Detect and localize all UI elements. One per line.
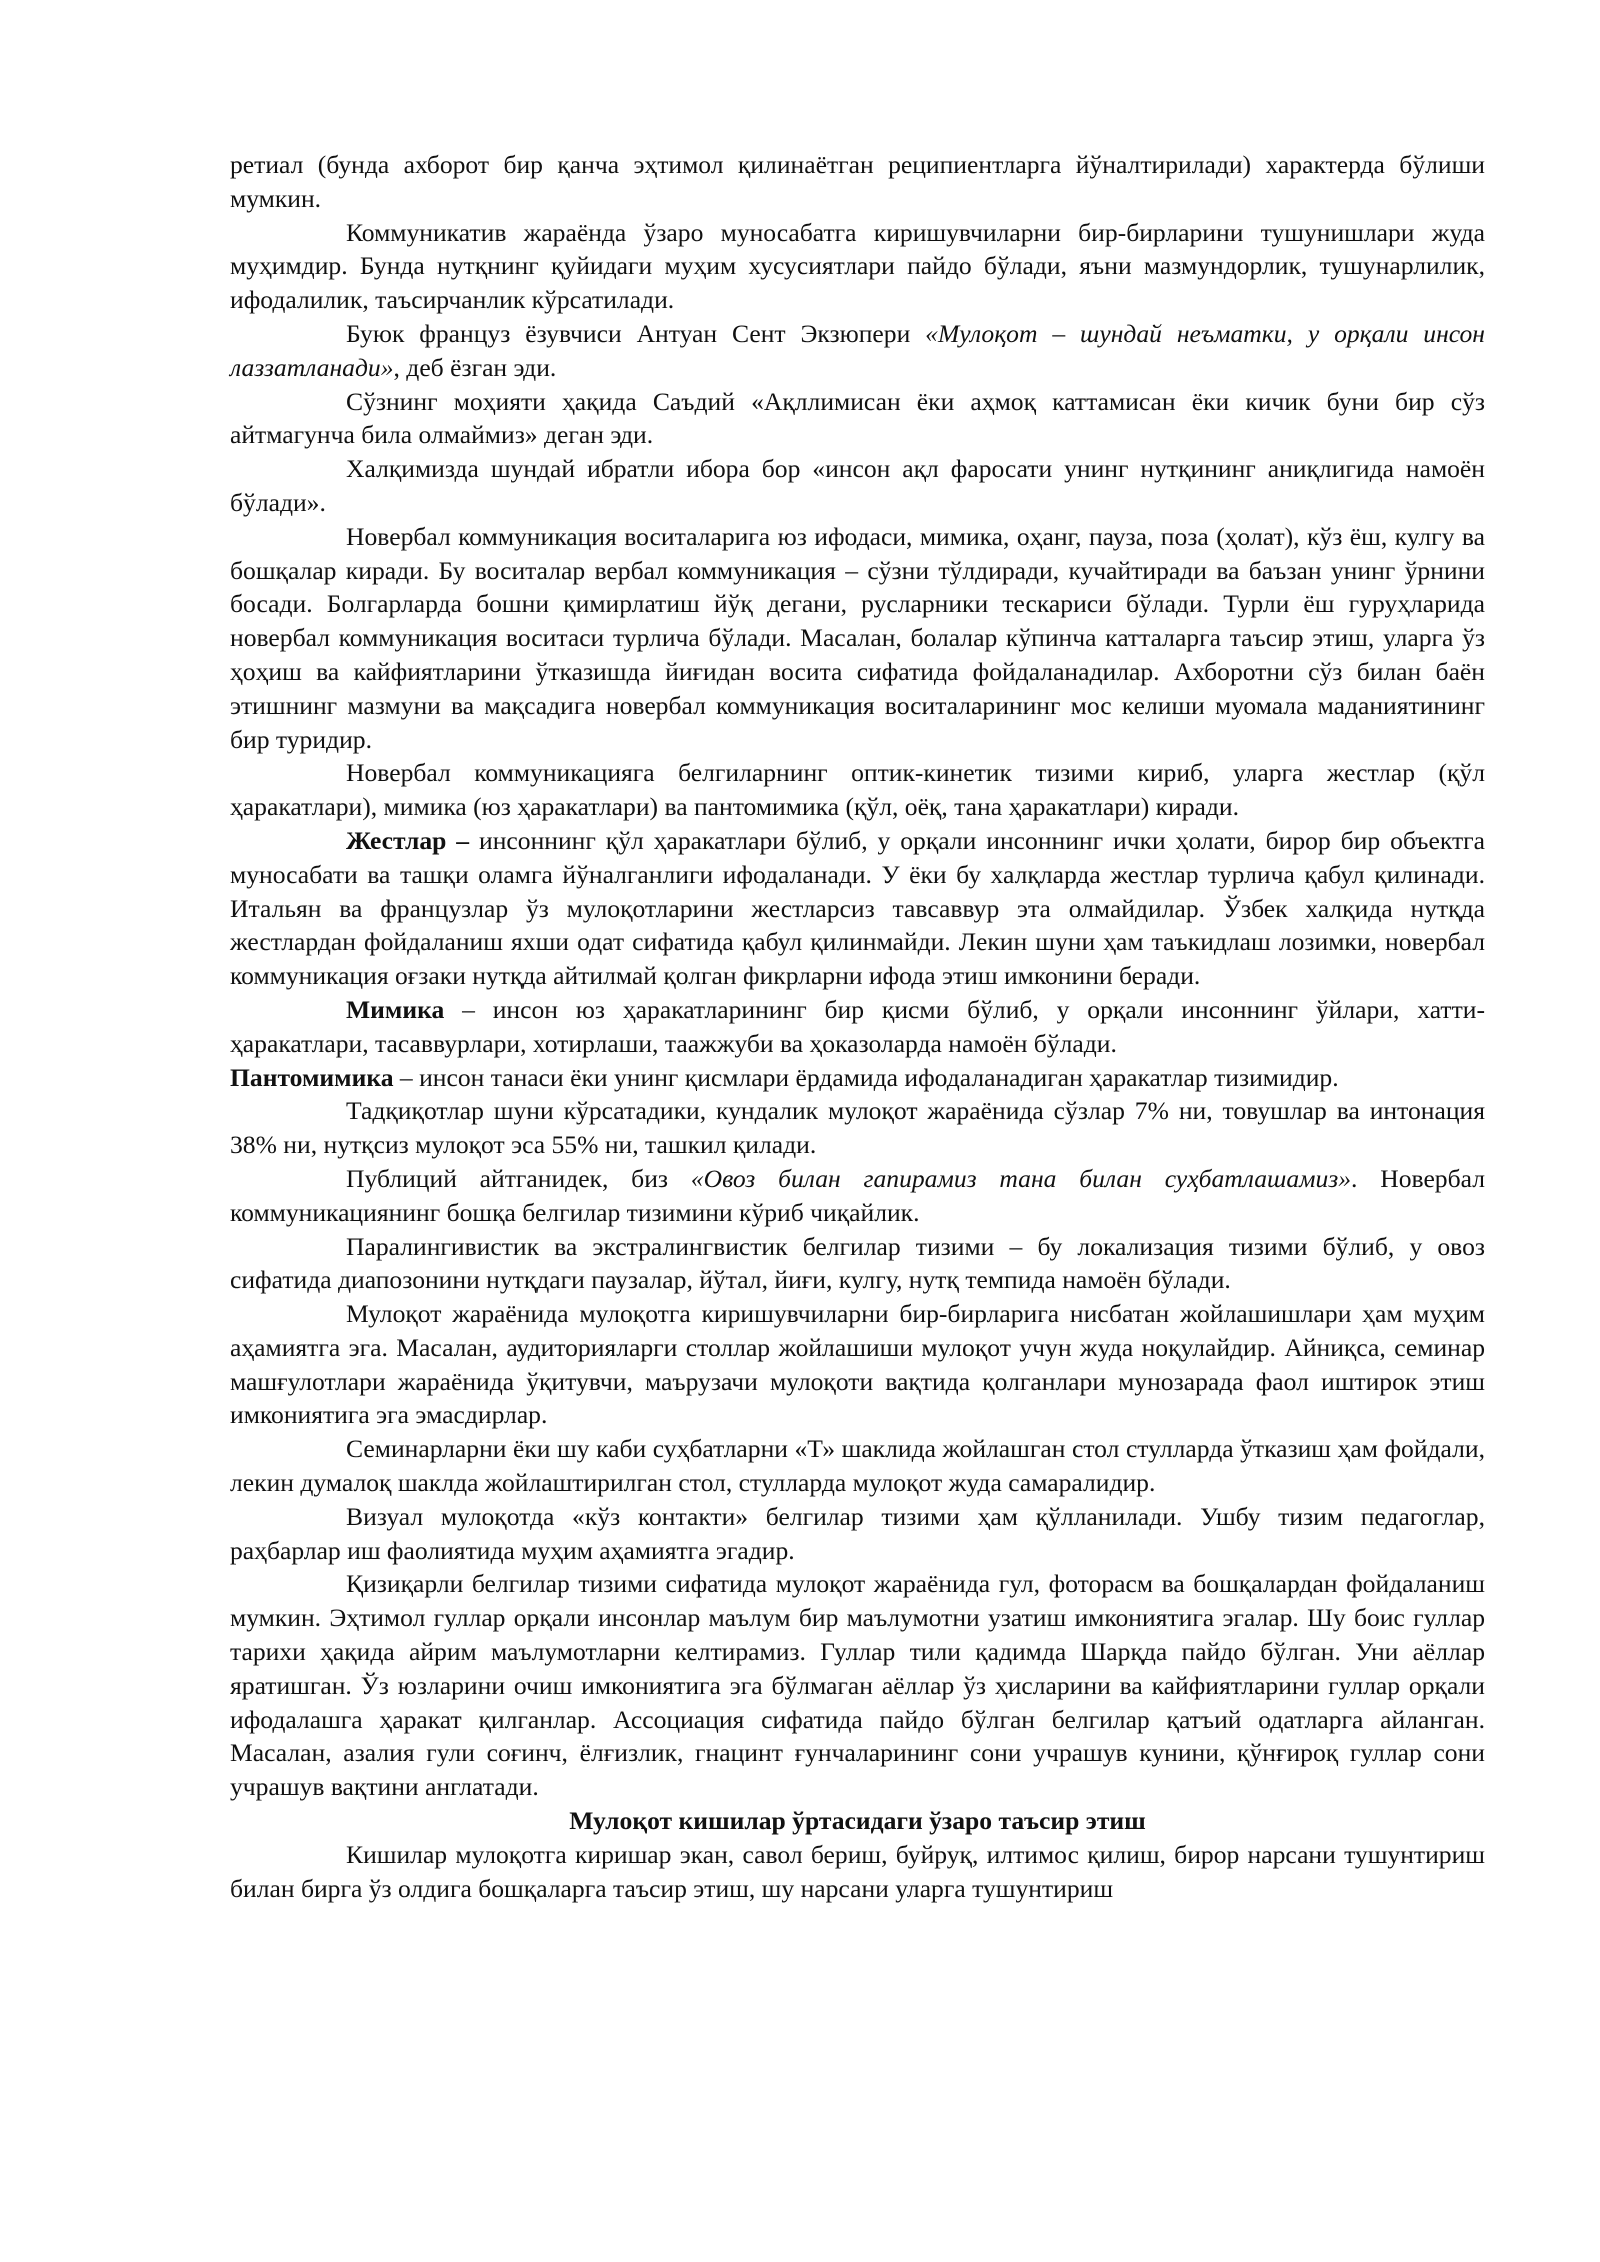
paragraph-mimicry: [230, 993, 1485, 1061]
term-bold: Жестлар –: [346, 825, 470, 855]
term-bold: Мимика: [346, 994, 445, 1024]
paragraph-quote-exupery: [230, 317, 1485, 385]
paragraph: ретиал (бунда ахборот бир қанча эҳтимол қилинаётган реципиентларга йўналтирилади) характерда бўлиши мумкин.: [230, 150, 1485, 213]
paragraph: Мулоқот жараёнида мулоқотга киришувчиларни бир-бирларига нисбатан жойлашишлари ҳам муҳим аҳамиятга эга. Масалан, аудиторияларги столлар жойлашиши мулоқот учун жуда ноқулайдир. Айниқса, семинар машғулотлари жараёнида ўқитувчи, маърузачи мулоқоти вақтида қолганлари мунозарада фаол иштирок этиш имкониятига эга эмасдирлар.: [230, 1299, 1485, 1430]
paragraph: Семинарларни ёки шу каби суҳбатларни «Т» шаклида жойлашган стол стулларда ўтказиш ҳам фойдали, лекин думалоқ шаклда жойлаштирилган стол, стулларда мулоқот жуда самаралидир.: [230, 1434, 1485, 1498]
paragraph: Новербал коммуникацияга белгиларнинг оптик-кинетик тизими кириб, уларга жестлар (қўл ҳаракатлари), мимика (юз ҳаракатлари) ва пантомимика (қўл, оёқ, тана ҳаракатлари) киради.: [230, 758, 1485, 822]
paragraph-text: Публиций айтганидек, биз: [346, 1163, 691, 1193]
paragraph-gestures: [230, 824, 1485, 993]
paragraph-text: . Новербал коммуникациянинг бошқа белгилар тизимини кўриб чиқайлик.: [230, 1163, 1485, 1227]
paragraph: Коммуникатив жараёнда ўзаро муносабатга киришувчиларни бир-бирларини тушунишлари жуда муҳимдир. Бунда нутқнинг қуйидаги муҳим хусусиятлари пайдо бўлади, яъни мазмундорлик, тушунарлилик, ифодалилик, таъсирчанлик кўрсатилади.: [230, 217, 1485, 315]
italic-quote: «Мулоқот – шундай неъматки, у орқали инсон лаззатланади»: [230, 318, 1485, 382]
paragraph: Паралингивистик ва экстралингвистик белгилар тизими – бу локализация тизими бўлиб, у овоз сифатида диапозонини нутқдаги паузалар, йўтал, йиғи, кулгу, нутқ темпида намоён бўлади.: [230, 1231, 1485, 1295]
paragraph-text: , деб ёзган эди.: [393, 352, 557, 382]
paragraph: Халқимизда шундай ибратли ибора бор «инсон ақл фаросати унинг нутқининг аниқлигида намоён бўлади».: [230, 454, 1485, 517]
paragraph-quote-publius: [230, 1162, 1485, 1230]
paragraph: Сўзнинг моҳияти ҳақида Саъдий «Ақллимисан ёки аҳмоқ каттамисан ёки кичик буни бир сўз айтмагунча била олмаймиз» деган эди.: [230, 386, 1485, 450]
paragraph: Кишилар мулоқотга киришар экан, савол бериш, буйруқ, илтимос қилиш, бирор нарсани тушунтириш билан бирга ўз олдига бошқаларга таъсир этиш, шу нарсани уларга тушунтириш: [230, 1839, 1485, 1903]
italic-quote: «Овоз билан гапирамиз тана билан суҳбатлашамиз»: [690, 1163, 1352, 1193]
paragraph: Новербал коммуникация воситаларига юз ифодаси, мимика, оҳанг, пауза, поза (ҳолат), кўз ёш, кулгу ва бошқалар киради. Бу воситалар вербал коммуникация – сўзни тўлдиради, кучайтиради ва баъзан унинг ўрнини босади. Болгарларда бошни қимирлатиш йўқ дегани, русларники тескариси бўлади. Турли ёш гуруҳларида новербал коммуникация воситаси турлича бўлади. Масалан, болалар кўпинча катталарга таъсир этиш, уларга ўз ҳоҳиш ва кайфиятларини ўтказишда йиғидан восита сифатида фойдаланадилар. Ахборотни сўз билан баён этишнинг мазмуни ва мақсадига новербал коммуникация воситаларининг мос келиши муомала маданиятининг бир туридир.: [230, 521, 1485, 754]
term-bold: Пантомимика: [230, 1062, 394, 1092]
paragraph: Қизиқарли белгилар тизими сифатида мулоқот жараёнида гул, фоторасм ва бошқалардан фойдаланиш мумкин. Эҳтимол гуллар орқали инсонлар маълум бир маълумотни узатиш имкониятига эгалар. Шу боис гуллар тарихи ҳақида айрим маълумотларни келтирамиз. Гуллар тили қадимда Шарқда пайдо бўлган. Уни аёллар яратишган. Ўз юзларини очиш имкониятига эга бўлмаган аёллар ўз ҳисларини ва кайфиятларини гуллар орқали ифодалашга ҳаракат қилганлар. Ассоциация сифатида пайдо бўлган белгилар қатъий одатларга айланган. Масалан, азалия гули соғинч, ёлғизлик, гнацинт ғунчаларининг сони учрашув кунини, қўнғироқ гуллар сони учрашув вақтини англатади.: [230, 1569, 1485, 1802]
paragraph-text: инсоннинг қўл ҳаракатлари бўлиб, у орқали инсоннинг ички ҳолати, бирор бир объектга муносабати ва ташқи оламга йўналганлиги ифодаланади. У ёки бу халқларда жестлар турлича қабул қилинади. Итальян ва французлар ўз мулоқотларини жестларсиз тавсаввур эта олмайдилар. Ўзбек халқида нутқда жестлардан фойдаланиш яхши одат сифатида қабул қилинмайди. Лекин шуни ҳам таъкидлаш лозимки, новербал коммуникация оғзаки нутқда айтилмай қолган фикрларни ифода этиш имконини беради.: [230, 825, 1485, 991]
paragraph-pantomime: [230, 1061, 1485, 1095]
paragraph-text: – инсон танаси ёки унинг қисмлари ёрдамида ифодаланадиган ҳаракатлар тизимидир.: [393, 1062, 1339, 1092]
paragraph: Тадқиқотлар шуни кўрсатадики, кундалик мулоқот жараёнида сўзлар 7% ни, товушлар ва интонация 38% ни, нутқсиз мулоқот эса 55% ни, ташкил қилади.: [230, 1096, 1485, 1160]
paragraph-text: Буюк француз ёзувчиси Антуан Сент Экзюпери: [346, 318, 926, 348]
paragraph: Визуал мулоқотда «кўз контакти» белгилар тизими ҳам қўлланилади. Ушбу тизим педагоглар, раҳбарлар иш фаолиятида муҳим аҳамиятга эгадир.: [230, 1501, 1485, 1565]
document-page: [230, 148, 1485, 1905]
section-heading: Мулоқот кишилар ўртасидаги ўзаро таъсир этиш: [569, 1806, 1146, 1836]
paragraph-text: – инсон юз ҳаракатларининг бир қисми бўлиб, у орқали инсоннинг ўйлари, хатти-ҳаракатлари, тасаввурлари, хотирлаши, таажжуби ва ҳоказоларда намоён бўлади.: [230, 994, 1485, 1058]
